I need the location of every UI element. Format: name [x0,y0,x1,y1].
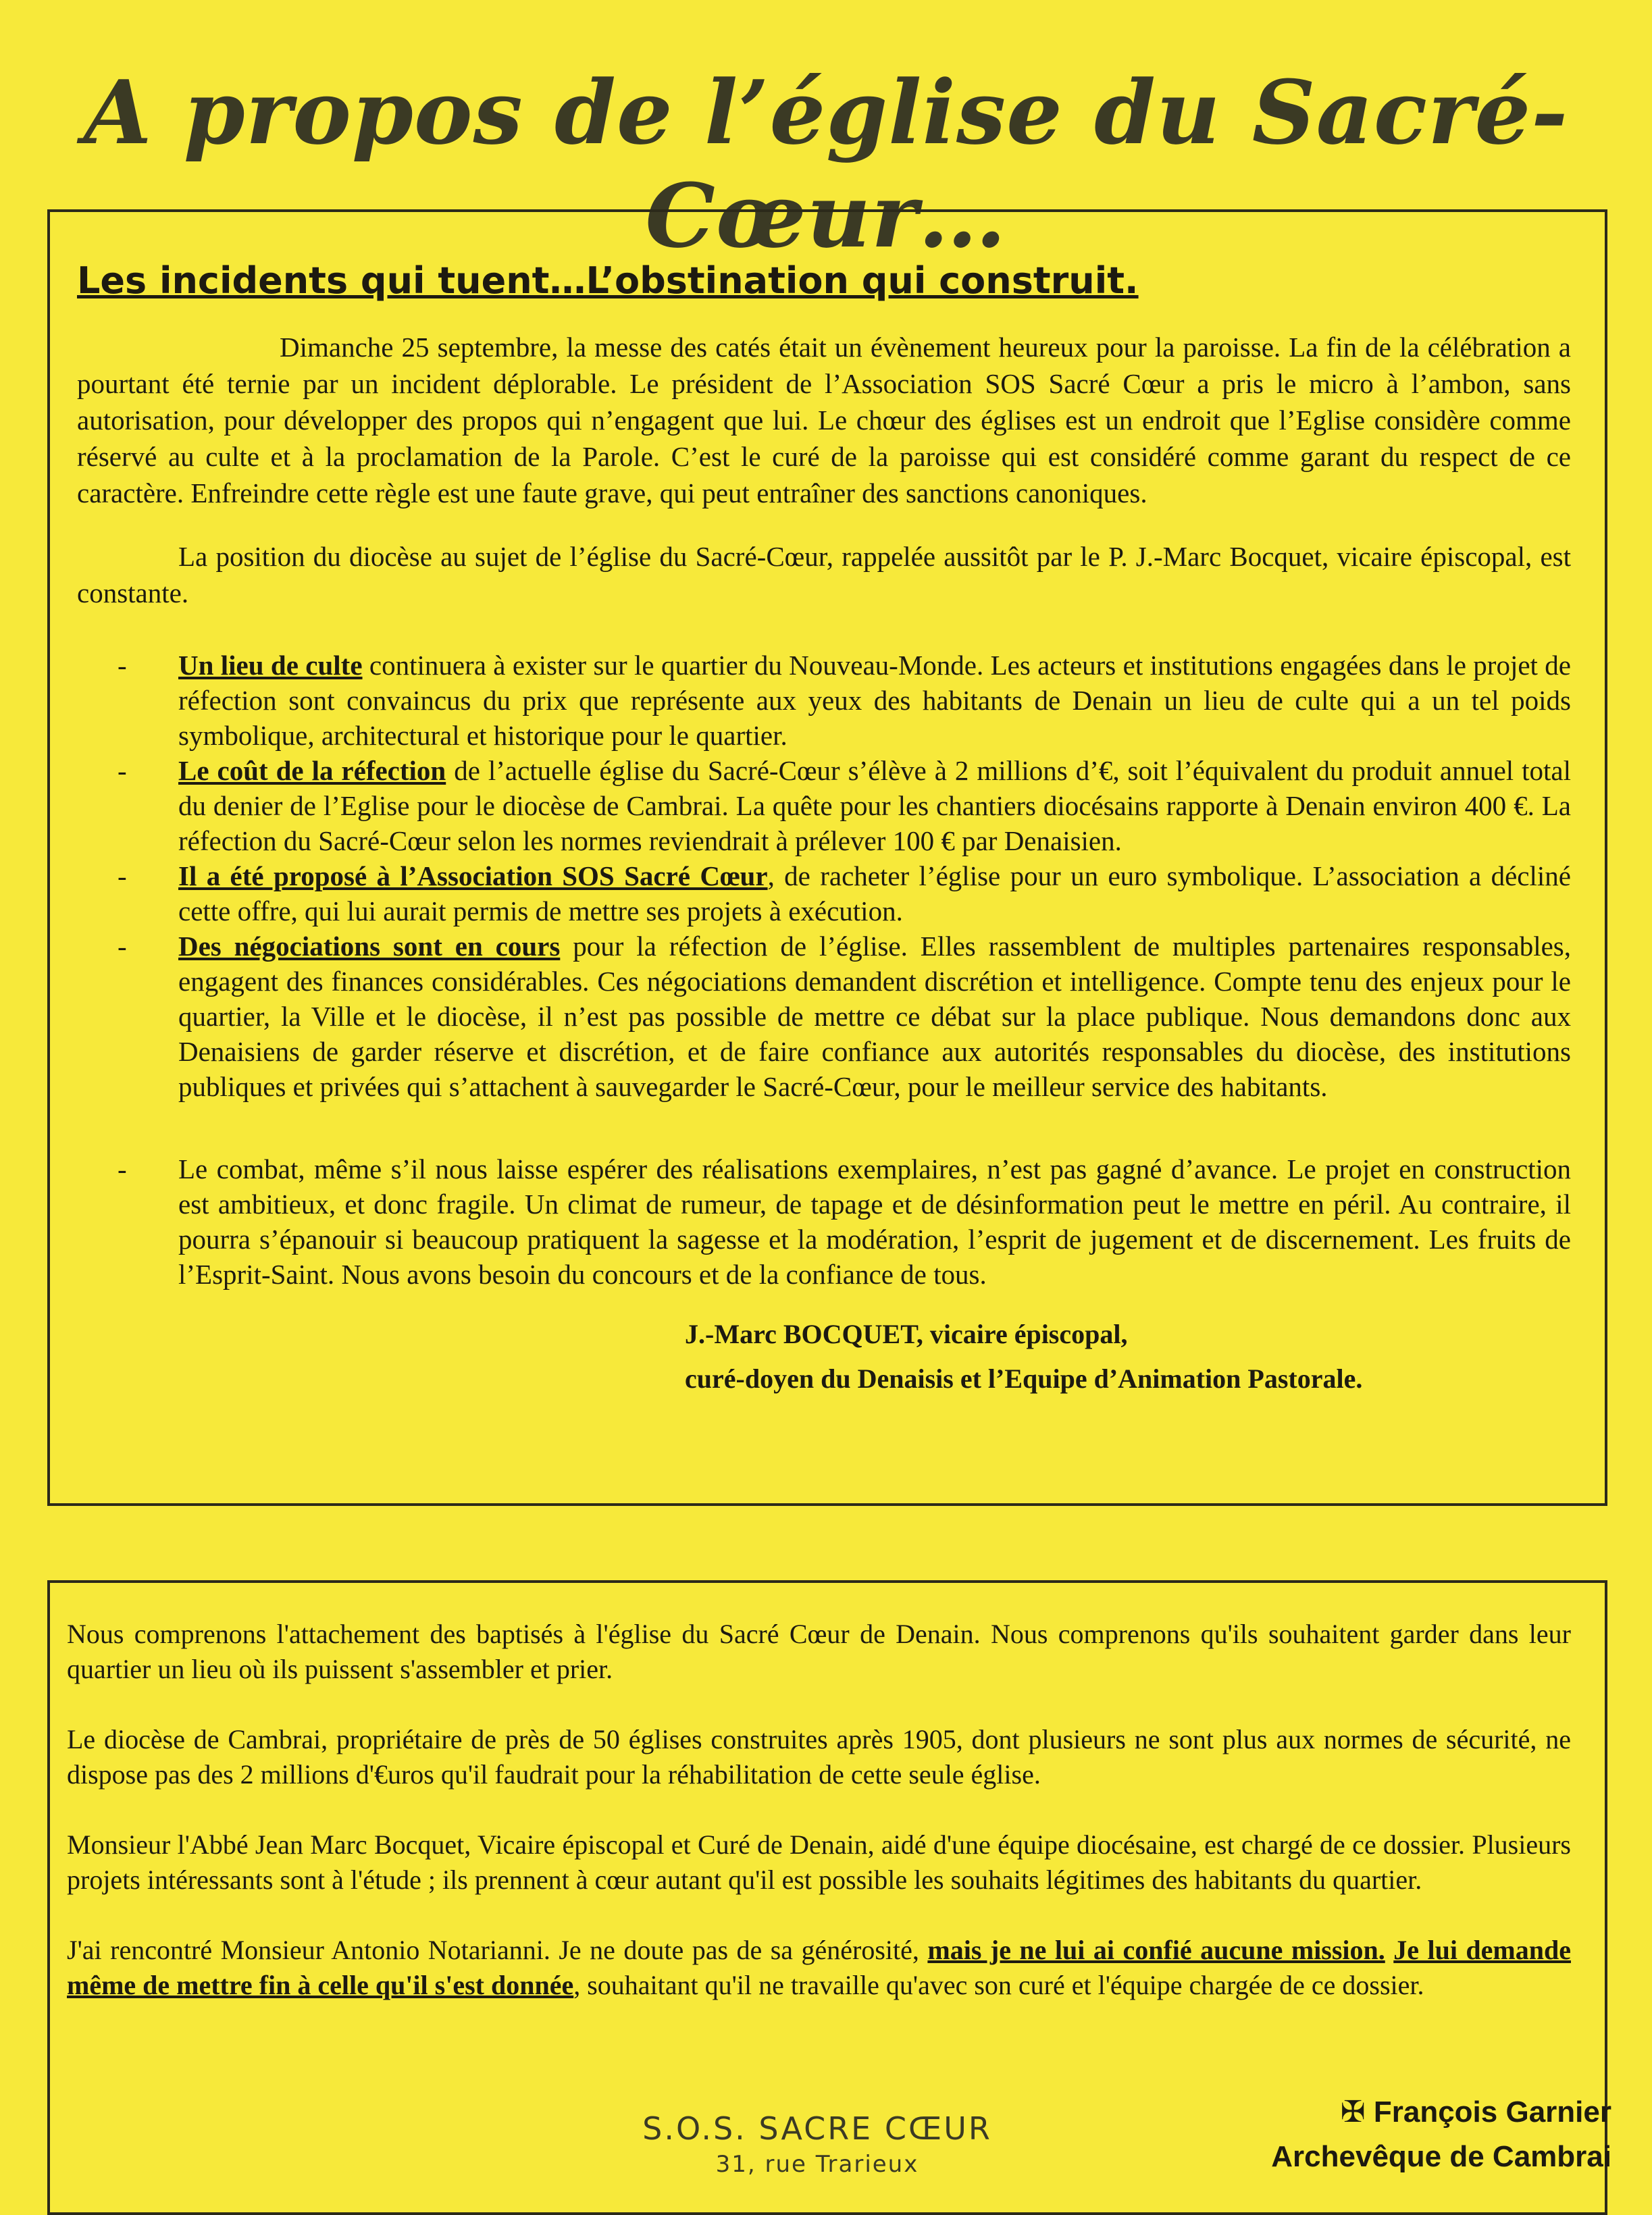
bullet-lead: Des négociations sont en cours [178,931,561,962]
list-item [77,929,1571,1104]
bullet-dash: - [118,860,127,891]
bullet-dash: - [118,1153,127,1184]
signature-title: Archevêque de Cambrai [1271,2140,1611,2173]
bullet-lead: Un lieu de culte [178,650,363,681]
paragraph-position: La position du diocèse au sujet de l’église du Sacré-Cœur, rappelée aussitôt par le P. J.-Marc Bocquet, vicaire épiscopal, est constante. [77,541,1571,608]
signature-line: J.-Marc BOCQUET, vicaire épiscopal, [685,1319,1128,1349]
bullet-dash: - [118,755,127,786]
text-run [1385,1935,1393,1965]
position-bullet-list [77,648,1571,1292]
diocese-statement-box [47,209,1607,1506]
bullet-lead: Le coût de la réfection [178,755,446,786]
bullet-dash: - [118,650,127,681]
list-item [77,753,1571,858]
list-item [77,648,1571,753]
archbishop-signature [1271,2090,1611,2179]
association-stamp [628,2110,1006,2178]
paragraph-incident: Dimanche 25 septembre, la messe des catés était un évènement heureux pour la paroisse. La fin de la célébration a pourtant été ternie par un incident déplorable. Le président de l’Association SOS Sacré Cœur a pris le micro à l’ambon, sans autorisation, pour développer des propos qui n’engagent que lui. Le chœur des églises est un endroit que l’Eglise considère comme réservé au culte et à la proclamation de la Parole. C’est le curé de la paroisse qui est considéré comme garant du respect de ce caractère. Enfreindre cette règle est une faute grave, qui peut entraîner des sanctions canoniques. [77,332,1571,509]
bullet-text: de l’actuelle église du Sacré-Cœur s’élève à 2 millions d’€, soit l’équivalent du produit annuel total du denier de l’Eglise pour le diocèse de Cambrai. La quête pour les chantiers diocésains rapporte à Denain environ 400 €. La réfection du Sacré-Cœur selon les normes reviendrait à prélever 100 € par Denaisien. [178,755,1571,856]
list-item [77,858,1571,929]
signature-name: ✠ François Garnier [1340,2095,1611,2129]
signature-block [685,1312,1571,1401]
bullet-text: Le combat, même s’il nous laisse espérer des réalisations exemplaires, n’est pas gagné d’avance. Le projet en construction est ambitieux, et donc fragile. Un climat de rumeur, de tapage et de désinformation peut le mettre en péril. Au contraire, il pourra s’épanouir si beaucoup pratiquent la sagesse et la modération, l’esprit de jugement et de discernement. Les fruits de l’Esprit-Saint. Nous avons besoin du concours et de la confiance de tous. [178,1153,1571,1290]
emphasis-text: Je lui demande même de mettre fin à celle qu'il s'est donnée [67,1935,1571,2000]
list-item [77,1151,1571,1292]
text-run: J'ai rencontré Monsieur Antonio Notarianni. Je ne doute pas de sa générosité, [67,1935,928,1965]
paragraph: Monsieur l'Abbé Jean Marc Bocquet, Vicaire épiscopal et Curé de Denain, aidé d'une équipe diocésaine, est chargé de ce dossier. Plusieurs projets intéressants sont à l'étude ; ils prennent à cœur autant qu'il est possible les souhaits légitimes des habitants du quartier. [67,1829,1571,1895]
emphasis-text: mais je ne lui ai confié aucune mission. [927,1935,1385,1965]
text-run: , souhaitant qu'il ne travaille qu'avec son curé et l'équipe chargée de ce dossier. [573,1970,1424,2000]
section-heading: Les incidents qui tuent…L’obstination qui construit. [77,259,1139,302]
paragraph: Le diocèse de Cambrai, propriétaire de près de 50 églises construites après 1905, dont plusieurs ne sont plus aux normes de sécurité, ne dispose pas des 2 millions d'€uros qu'il faudrait pour la réhabilitation de cette seule église. [67,1724,1571,1790]
stamp-line: S.O.S. SACRE CŒUR [642,2110,992,2147]
paragraph [67,1933,1571,2003]
stamp-line: 31, rue Trarieux [715,2151,919,2178]
bullet-dash: - [118,931,127,962]
signature-line: curé-doyen du Denaisis et l’Equipe d’Animation Pastorale. [685,1363,1363,1394]
paragraph: Nous comprenons l'attachement des baptisés à l'église du Sacré Cœur de Denain. Nous comprenons qu'ils souhaitent garder dans leur quartier un lieu où ils puissent s'assembler et prier. [67,1619,1571,1684]
page-title: A propos de l’église du Sacré-Cœur… [83,61,1569,267]
bullet-text: continuera à exister sur le quartier du Nouveau-Monde. Les acteurs et institutions engagées dans le projet de réfection sont convaincus du prix que représente aux yeux des habitants de Denain un lieu de culte qui a un tel poids symbolique, architectural et historique pour le quartier. [178,650,1572,751]
bullet-text: pour la réfection de l’église. Elles rassemblent de multiples partenaires responsables, engagent des finances considérables. Ces négociations demandent discrétion et intelligence. Compte tenu des enjeux pour le quartier, la Ville et le diocèse, il n’est pas possible de mettre ce débat sur la place publique. Nous demandons donc aux Denaisiens de garder réserve et discrétion, et de faire confiance aux autorités responsables du diocèse, des institutions publiques et privées qui s’attachent à sauvegarder le Sacré-Cœur, pour le meilleur service des habitants. [178,931,1571,1102]
bullet-text: , de racheter l’église pour un euro symbolique. L’association a décliné cette offre, qui lui aurait permis de mettre ses projets à exécution. [178,860,1571,927]
bullet-lead: Il a été proposé à l’Association SOS Sacré Cœur [178,860,768,891]
